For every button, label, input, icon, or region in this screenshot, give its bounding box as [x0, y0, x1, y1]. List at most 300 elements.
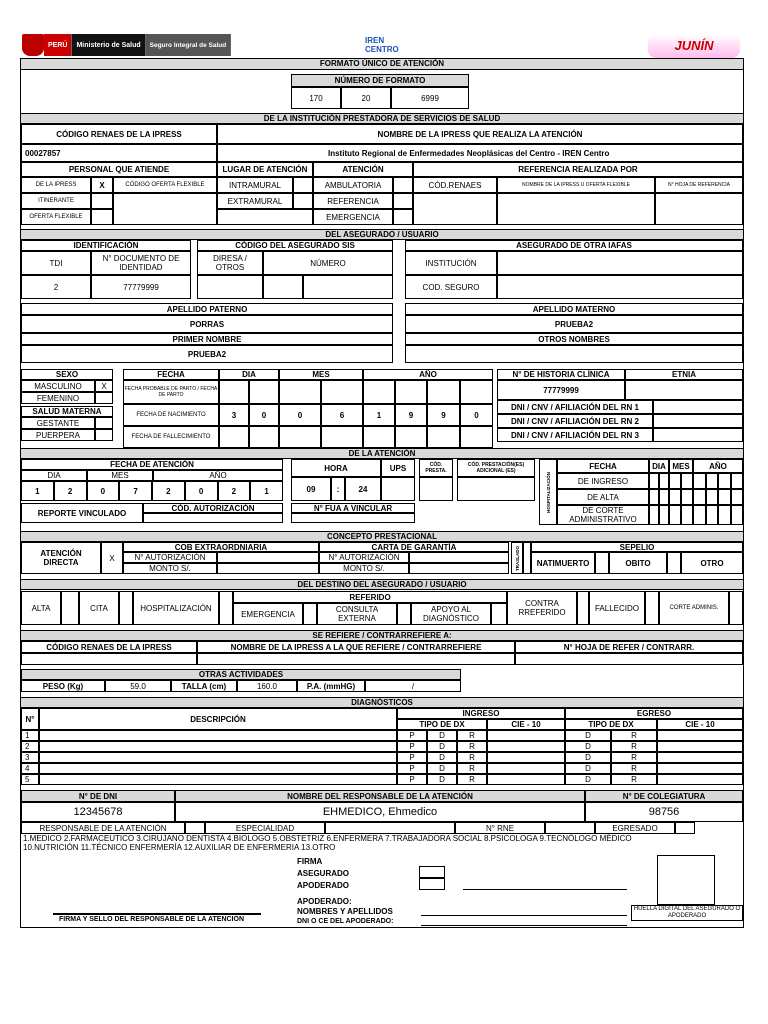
nro-doc-label: N° DOCUMENTO DE IDENTIDAD: [91, 251, 191, 275]
rn2-field[interactable]: [653, 414, 743, 428]
date-ffall-7[interactable]: [460, 426, 493, 448]
dni-ce-line: [421, 925, 627, 926]
cod-presta-field[interactable]: [419, 477, 453, 501]
diag-ing-p[interactable]: P: [397, 752, 427, 763]
cod-renaes-label: CÓD.RENAES: [413, 177, 497, 193]
diag-ing-d[interactable]: D: [427, 730, 457, 741]
peru-label: PERÚ: [44, 34, 72, 56]
fnac-label: FECHA DE NACIMIENTO: [123, 404, 219, 426]
diag-egr-cie[interactable]: [657, 730, 743, 741]
diag-ing-cie[interactable]: [487, 741, 565, 752]
date-fpp-4[interactable]: [363, 380, 395, 404]
fecha-label: FECHA: [123, 369, 219, 380]
otros-nombres[interactable]: [405, 345, 743, 363]
hosp-date-2-3[interactable]: [681, 505, 693, 525]
ap-materno-label: APELLIDO MATERNO: [405, 303, 743, 315]
date-fnac-6[interactable]: 9: [427, 404, 460, 426]
asegurado-label: ASEGURADO: [297, 869, 350, 878]
date-fpp-5[interactable]: [395, 380, 427, 404]
masculino: MASCULINO: [21, 380, 95, 392]
date-fnac-3[interactable]: 6: [321, 404, 363, 426]
hosp-date-0-1[interactable]: [659, 473, 669, 489]
date-fnac-2[interactable]: 0: [279, 404, 321, 426]
fua-form: [20, 58, 744, 928]
hosp-date-2-4[interactable]: [693, 505, 706, 525]
nombre-ipress-label: NOMBRE DE LA IPRESS QUE REALIZA LA ATENCIÓN: [217, 124, 743, 144]
primer-nombre-label: PRIMER NOMBRE: [21, 333, 393, 345]
pa-label: P.A. (mmHG): [297, 680, 365, 692]
referencia-label: REFERENCIA REALIZADA POR: [413, 162, 743, 177]
att-digit-5[interactable]: 0: [185, 481, 218, 501]
dest-emergencia: EMERGENCIA: [233, 603, 303, 625]
hosp-date-1-4[interactable]: [693, 489, 706, 505]
refiere-hoja-label: N° HOJA DE REFER / CONTRARR.: [515, 641, 743, 653]
diag-egr-r[interactable]: R: [611, 774, 657, 785]
hoja-ref-field[interactable]: [655, 193, 743, 225]
intramural: INTRAMURAL: [217, 177, 293, 193]
traslado-check[interactable]: [523, 542, 531, 574]
femenino: FEMENINO: [21, 392, 95, 404]
fecha-atencion-label: FECHA DE ATENCIÓN: [21, 459, 283, 470]
huella-box: [657, 855, 715, 905]
atencion-directa: ATENCIÓN DIRECTA: [21, 542, 101, 574]
nombres-line: [421, 915, 627, 916]
apoderado-check[interactable]: [419, 878, 445, 890]
diresa-field[interactable]: [197, 275, 263, 299]
contra-check[interactable]: [577, 591, 589, 625]
destino-section: DEL DESTINO DEL ASEGURADO / USUARIO: [21, 579, 743, 590]
rn3-field[interactable]: [653, 428, 743, 442]
hosp-date-0-0[interactable]: [649, 473, 659, 489]
diag-ing-p[interactable]: P: [397, 763, 427, 774]
diag-ing-r[interactable]: R: [457, 774, 487, 785]
codigo-sis-label: CÓDIGO DEL ASEGURADO SIS: [197, 240, 393, 251]
date-fpp-3[interactable]: [321, 380, 363, 404]
hc-value[interactable]: 77779999: [497, 380, 625, 400]
diag-row-n: 2: [21, 741, 39, 752]
alta-check[interactable]: [61, 591, 79, 625]
cob-monto-field[interactable]: [217, 563, 319, 574]
refiere-codigo-label: CÓDIGO RENAES DE LA IPRESS: [21, 641, 197, 653]
refiere-nombre-field[interactable]: [197, 653, 515, 665]
date-ffall-6[interactable]: [427, 426, 460, 448]
dia-att-label: DIA: [21, 470, 87, 481]
ipress-section: DE LA INSTITUCIÓN PRESTADORA DE SERVICIOS DE SALUD: [21, 113, 743, 124]
ap-materno[interactable]: PRUEBA2: [405, 315, 743, 333]
rne-label: N° RNE: [455, 822, 545, 834]
diag-row-n: 5: [21, 774, 39, 785]
codigo-oferta-label: CÓDIGO OFERTA FLEXIBLE: [113, 177, 217, 193]
natimuerto: NATIMUERTO: [531, 552, 595, 574]
nombres-label: NOMBRES Y APELLIDOS: [297, 907, 393, 916]
contra-referido: CONTRA RREFERIDO: [507, 591, 577, 625]
diresa-label: DIRESA / OTROS: [197, 251, 263, 275]
dia-label: DIA: [219, 369, 279, 380]
sexo-label: SEXO: [21, 369, 113, 380]
refiere-nombre-label: NOMBRE DE LA IPRESS A LA QUE REFIERE / CONTRARREFIERE: [197, 641, 515, 653]
hosp-date-1-7[interactable]: [731, 489, 744, 505]
att-digit-4[interactable]: 2: [152, 481, 185, 501]
peso-label: PESO (Kg): [21, 680, 105, 692]
femenino-check[interactable]: [95, 392, 113, 404]
date-ffall-2[interactable]: [279, 426, 321, 448]
firma-line: [463, 889, 627, 890]
egresado-label: EGRESADO: [595, 822, 675, 834]
date-fnac-5[interactable]: 9: [395, 404, 427, 426]
diag-egr-cie[interactable]: [657, 741, 743, 752]
lugar-blank: [217, 209, 313, 225]
obito-check[interactable]: [667, 552, 681, 574]
sepelio-label: SEPELIO: [531, 542, 743, 552]
apoderado2-label: APODERADO:: [297, 897, 352, 906]
diag-egr-cie[interactable]: [657, 774, 743, 785]
itinerante-check[interactable]: [91, 193, 113, 209]
fallecido-check[interactable]: [645, 591, 659, 625]
apoyo-check[interactable]: [491, 603, 507, 625]
resp-nombre-value[interactable]: EHMEDICO, Ehmedico: [175, 802, 585, 822]
primer-nombre[interactable]: PRUEBA2: [21, 345, 393, 363]
ups-label: UPS: [381, 459, 415, 477]
hosp-date-2-6[interactable]: [718, 505, 731, 525]
masculino-check[interactable]: X: [95, 380, 113, 392]
diag-egr-d[interactable]: D: [565, 752, 611, 763]
diag-row-desc[interactable]: [39, 752, 397, 763]
diag-row-desc[interactable]: [39, 774, 397, 785]
etnia-field[interactable]: [625, 380, 743, 400]
hospitalizacion: HOSPITALIZACIÓN: [133, 591, 219, 625]
hosp-date-1-6[interactable]: [718, 489, 731, 505]
codigo-renaes-label: CÓDIGO RENAES DE LA IPRESS: [21, 124, 217, 144]
fpp-label: FECHA PROBABLE DE PARTO / FECHA DE PARTO: [123, 380, 219, 404]
diag-section: DIAGNÓSTICOS: [21, 697, 743, 708]
sis-field-1[interactable]: [263, 275, 303, 299]
minsa-logo: [22, 34, 232, 56]
att-digit-1[interactable]: 2: [54, 481, 87, 501]
fallecido: FALLECIDO: [589, 591, 645, 625]
hosp-anio-label: AÑO: [693, 459, 743, 473]
numero-formato-label: NÚMERO DE FORMATO: [291, 74, 469, 87]
hosp-date-0-7[interactable]: [731, 473, 744, 489]
tdi-value[interactable]: 2: [21, 275, 91, 299]
codigo-renaes[interactable]: 00027857: [21, 144, 217, 162]
diag-egr-r[interactable]: R: [611, 741, 657, 752]
otra-iafas-label: ASEGURADO DE OTRA IAFAS: [405, 240, 743, 251]
diag-ing-r[interactable]: R: [457, 752, 487, 763]
itinerante: ITINERANTE: [21, 193, 91, 209]
fua-label: N° FUA A VINCULAR: [291, 503, 415, 513]
date-ffall-4[interactable]: [363, 426, 395, 448]
emergencia-check[interactable]: [393, 209, 413, 225]
fua-field[interactable]: [291, 513, 415, 523]
diag-ing-p[interactable]: P: [397, 741, 427, 752]
puerpera: PUERPERA: [21, 429, 95, 441]
anio-att-label: AÑO: [153, 470, 283, 481]
rn1-field[interactable]: [653, 400, 743, 414]
sis-label: Seguro Integral de Salud: [146, 34, 232, 56]
hosp-date-1-3[interactable]: [681, 489, 693, 505]
diag-egr-cie[interactable]: [657, 752, 743, 763]
etnia-label: ETNIA: [625, 369, 743, 380]
corte-adminis: CORTE ADMINIS.: [659, 591, 729, 625]
date-ffall-5[interactable]: [395, 426, 427, 448]
diag-ing-r[interactable]: R: [457, 730, 487, 741]
date-ffall-0[interactable]: [219, 426, 249, 448]
ingreso-label: INGRESO: [397, 708, 565, 719]
date-fnac-1[interactable]: 0: [249, 404, 279, 426]
diag-row-desc[interactable]: [39, 730, 397, 741]
institucion-field[interactable]: [497, 251, 743, 275]
hosp-mes-label: MES: [669, 459, 693, 473]
dest-emergencia-check[interactable]: [303, 603, 317, 625]
cita: CITA: [79, 591, 119, 625]
diag-ing-p[interactable]: P: [397, 774, 427, 785]
carta-monto-label: MONTO S/.: [319, 563, 409, 574]
cob-label: COB EXTRAORDNIARIA: [123, 542, 319, 552]
hosp-date-1-5[interactable]: [706, 489, 719, 505]
diag-egr-d[interactable]: D: [565, 741, 611, 752]
asegurado-section: DEL ASEGURADO / USUARIO: [21, 229, 743, 240]
diag-n-label: N°: [21, 708, 39, 730]
junin-logo: JUNÍN: [648, 34, 740, 58]
gestante: GESTANTE: [21, 417, 95, 429]
consulta-externa: CONSULTA EXTERNA: [317, 603, 397, 625]
de-la-ipress-check[interactable]: X: [91, 177, 113, 193]
carta-aut-field[interactable]: [409, 552, 509, 563]
diag-egr-r[interactable]: R: [611, 730, 657, 741]
hosp-date-2-7[interactable]: [731, 505, 744, 525]
diag-ing-d[interactable]: D: [427, 752, 457, 763]
reporte-label: REPORTE VINCULADO: [21, 503, 143, 523]
mes-label: MES: [279, 369, 363, 380]
de-alta: DE ALTA: [557, 489, 649, 505]
egreso-label: EGRESO: [565, 708, 743, 719]
diag-ing-cie[interactable]: [487, 730, 565, 741]
apoyo-diagnostico: APOYO AL DIAGNÓSTICO: [411, 603, 491, 625]
resp-nombre-label: NOMBRE DEL RESPONSABLE DE LA ATENCIÓN: [175, 790, 585, 802]
egr-tipo-label: TIPO DE DX: [565, 719, 657, 730]
diag-row-n: 4: [21, 763, 39, 774]
hosp-date-2-5[interactable]: [706, 505, 719, 525]
carta-aut-label: N° AUTORIZACIÓN: [319, 552, 409, 563]
talla-label: TALLA (cm): [171, 680, 237, 692]
diag-ing-d[interactable]: D: [427, 741, 457, 752]
diag-ing-cie[interactable]: [487, 763, 565, 774]
atencion-section: DE LA ATENCIÓN: [21, 448, 743, 459]
date-fpp-7[interactable]: [460, 380, 493, 404]
hosp-date-2-0[interactable]: [649, 505, 659, 525]
cob-aut-field[interactable]: [217, 552, 319, 563]
extramural-check[interactable]: [293, 193, 313, 209]
carta-monto-field[interactable]: [409, 563, 509, 574]
diag-ing-r[interactable]: R: [457, 741, 487, 752]
cod-renaes-field[interactable]: [413, 193, 497, 225]
hora-mm[interactable]: 24: [345, 477, 381, 501]
ministerio-label: Ministerio de Salud: [72, 34, 145, 56]
hospitalizacion-check[interactable]: [219, 591, 233, 625]
puerpera-check[interactable]: [95, 429, 113, 441]
hosp-date-0-2[interactable]: [669, 473, 681, 489]
diag-ing-p[interactable]: P: [397, 730, 427, 741]
intramural-check[interactable]: [293, 177, 313, 193]
gestante-check[interactable]: [95, 417, 113, 429]
atencion-directa-check[interactable]: X: [101, 542, 123, 574]
diag-ing-cie[interactable]: [487, 774, 565, 785]
dni-label: N° DE DNI: [21, 790, 175, 802]
ing-tipo-label: TIPO DE DX: [397, 719, 487, 730]
rn2-label: DNI / CNV / AFILIACIÓN DEL RN 2: [497, 414, 653, 428]
ups-field[interactable]: [381, 477, 415, 501]
hosp-date-0-4[interactable]: [693, 473, 706, 489]
hoja-ref-label: N° HOJA DE REFERENCIA: [655, 177, 743, 193]
doc-value[interactable]: 77779999: [91, 275, 191, 299]
hosp-date-1-1[interactable]: [659, 489, 669, 505]
institucion-label: INSTITUCIÓN: [405, 251, 497, 275]
refiere-hoja-field[interactable]: [515, 653, 743, 665]
date-fpp-2[interactable]: [279, 380, 321, 404]
oferta-flexible-check[interactable]: [91, 209, 113, 225]
de-ingreso: DE INGRESO: [557, 473, 649, 489]
att-digit-0[interactable]: 1: [21, 481, 54, 501]
date-fnac-4[interactable]: 1: [363, 404, 395, 426]
att-digit-6[interactable]: 2: [218, 481, 251, 501]
peso-value[interactable]: 59.0: [105, 680, 171, 692]
diag-ing-cie[interactable]: [487, 752, 565, 763]
diag-egr-d[interactable]: D: [565, 763, 611, 774]
cita-check[interactable]: [119, 591, 133, 625]
de-la-ipress: DE LA IPRESS: [21, 177, 91, 193]
corte-check[interactable]: [729, 591, 743, 625]
firma-label: FIRMA: [297, 857, 323, 866]
hosp-date-2-1[interactable]: [659, 505, 669, 525]
concepto-section: CONCEPTO PRESTACIONAL: [21, 531, 743, 542]
header-logos: [20, 34, 744, 58]
hora-sep: :: [331, 477, 345, 501]
diag-egr-r[interactable]: R: [611, 763, 657, 774]
hosp-date-2-2[interactable]: [669, 505, 681, 525]
ambulatoria-check[interactable]: [393, 177, 413, 193]
egr-cie-label: CIE - 10: [657, 719, 743, 730]
talla-value[interactable]: 160.0: [237, 680, 297, 692]
cod-adicional-field[interactable]: [457, 477, 535, 501]
personal-label: PERSONAL QUE ATIENDE: [21, 162, 217, 177]
codigo-oferta-field[interactable]: [113, 193, 217, 225]
ing-cie-label: CIE - 10: [487, 719, 565, 730]
cod-seguro-field[interactable]: [497, 275, 743, 299]
dni-ce-label: DNI O CE DEL APODERADO:: [297, 918, 394, 925]
egresado-field[interactable]: [675, 822, 695, 834]
diag-ing-d[interactable]: D: [427, 774, 457, 785]
dni-value[interactable]: 12345678: [21, 802, 175, 822]
referido-label: REFERIDO: [233, 591, 507, 603]
tdi-label: TDI: [21, 251, 91, 275]
otros-nombres-label: OTROS NOMBRES: [405, 333, 743, 345]
hosp-date-0-3[interactable]: [681, 473, 693, 489]
hospitalizacion-label: HOSPITALIZACIÓN: [539, 459, 557, 525]
cob-monto-label: MONTO S/.: [123, 563, 217, 574]
cob-aut-label: N° AUTORIZACIÓN: [123, 552, 217, 563]
referencia-check[interactable]: [393, 193, 413, 209]
cod-aut-label: CÓD. AUTORIZACIÓN: [143, 503, 283, 513]
hora-hh[interactable]: 09: [291, 477, 331, 501]
cod-seguro-label: COD. SEGURO: [405, 275, 497, 299]
date-fpp-6[interactable]: [427, 380, 460, 404]
date-fnac-0[interactable]: 3: [219, 404, 249, 426]
diag-row-desc[interactable]: [39, 741, 397, 752]
nombre-ipress[interactable]: Instituto Regional de Enfermedades Neoplásicas del Centro - IREN Centro: [217, 144, 743, 162]
asegurado-check[interactable]: [419, 866, 445, 878]
numero-formato-2[interactable]: 20: [341, 87, 391, 109]
att-digit-2[interactable]: 0: [87, 481, 120, 501]
nombre-ipress-oferta-label: NOMBRE DE LA IPRESS U OFERTA FLEXIBLE: [497, 177, 655, 193]
date-ffall-3[interactable]: [321, 426, 363, 448]
resp-field[interactable]: [185, 822, 205, 834]
rne-field[interactable]: [545, 822, 595, 834]
diag-egr-cie[interactable]: [657, 763, 743, 774]
carta-label: CARTA DE GARANTÍA: [319, 542, 509, 552]
hosp-date-0-6[interactable]: [718, 473, 731, 489]
resp-label: RESPONSABLE DE LA ATENCIÓN: [21, 822, 185, 834]
numero-formato-1[interactable]: 170: [291, 87, 341, 109]
sis-field-2[interactable]: [303, 275, 393, 299]
date-fpp-0[interactable]: [219, 380, 249, 404]
diag-egr-d[interactable]: D: [565, 774, 611, 785]
alta: ALTA: [21, 591, 61, 625]
diag-row-desc[interactable]: [39, 763, 397, 774]
hosp-date-1-2[interactable]: [669, 489, 681, 505]
att-digit-7[interactable]: 1: [250, 481, 283, 501]
numero-formato-3[interactable]: 6999: [391, 87, 469, 109]
apoderado-label: APODERADO: [297, 881, 350, 890]
refiere-codigo-field[interactable]: [21, 653, 197, 665]
obito: OBITO: [609, 552, 667, 574]
att-digit-3[interactable]: 7: [119, 481, 152, 501]
diag-egr-r[interactable]: R: [611, 752, 657, 763]
huella-label: HUELLA DIGITAL DEL ASEGURADO O APODERADO: [631, 905, 743, 921]
pa-value[interactable]: /: [365, 680, 461, 692]
date-fpp-1[interactable]: [249, 380, 279, 404]
cod-aut-field[interactable]: [143, 513, 283, 523]
hosp-date-1-0[interactable]: [649, 489, 659, 505]
firma-sello-label: FIRMA Y SELLO DEL RESPONSABLE DE LA ATENCIÓN: [59, 916, 244, 923]
date-fnac-7[interactable]: 0: [460, 404, 493, 426]
consulta-check[interactable]: [397, 603, 411, 625]
ambulatoria: AMBULATORIA: [313, 177, 393, 193]
hosp-date-0-5[interactable]: [706, 473, 719, 489]
cod-adicional-label: CÓD. PRESTACIÓN(ES) ADICIONAL (ES): [457, 459, 535, 477]
fecha-hosp-label: FECHA: [557, 459, 649, 473]
natimuerto-check[interactable]: [595, 552, 609, 574]
anio-label: AÑO: [363, 369, 493, 380]
ap-paterno-label: APELLIDO PATERNO: [21, 303, 393, 315]
esp-field[interactable]: [325, 822, 455, 834]
mes-att-label: MES: [87, 470, 153, 481]
nombre-ipress-oferta-field[interactable]: [497, 193, 655, 225]
lista-profesiones-1: 1.MEDICO 2.FARMACEUTICO 3.CIRUJANO DENTISTA 4.BIOLOGO 5.OBSTETRIZ 6.ENFERMERA 7.TRABAJADORA SOCIAL 8.PSICOLOGA 9.TECNÓLOGO MÉDICO: [23, 834, 632, 843]
emergencia: EMERGENCIA: [313, 209, 393, 225]
coleg-value[interactable]: 98756: [585, 802, 743, 822]
ap-paterno[interactable]: PORRAS: [21, 315, 393, 333]
otro: OTRO: [681, 552, 743, 574]
traslado-label: TRASLADO: [511, 542, 523, 574]
extramural: EXTRAMURAL: [217, 193, 293, 209]
iren-logo: IREN CENTRO: [365, 36, 399, 54]
hosp-dia-label: DIA: [649, 459, 669, 473]
diag-ing-d[interactable]: D: [427, 763, 457, 774]
diag-egr-d[interactable]: D: [565, 730, 611, 741]
diag-ing-r[interactable]: R: [457, 763, 487, 774]
rn1-label: DNI / CNV / AFILIACIÓN DEL RN 1: [497, 400, 653, 414]
date-ffall-1[interactable]: [249, 426, 279, 448]
